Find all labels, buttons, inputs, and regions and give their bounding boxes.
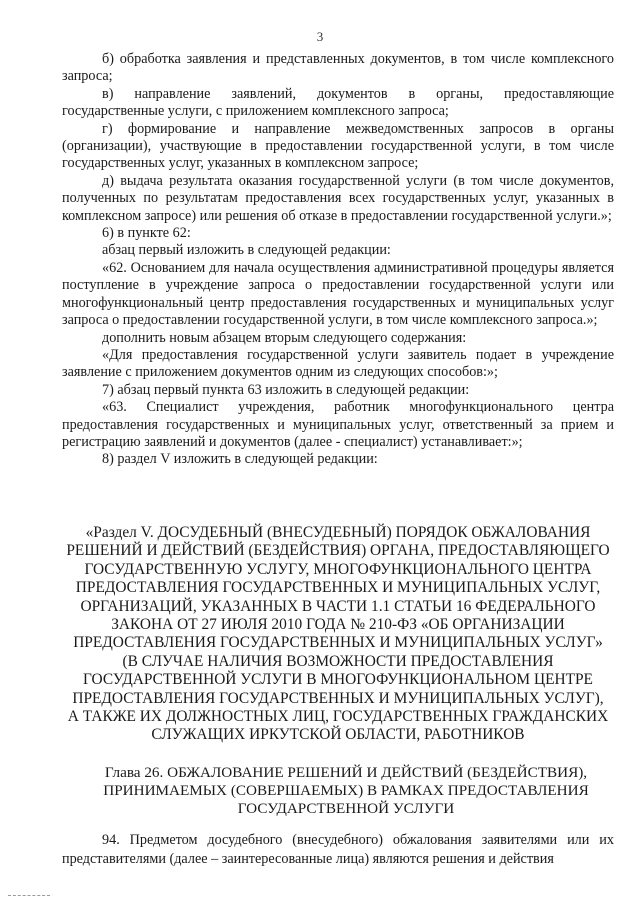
amendment-text <box>62 51 614 469</box>
paragraph-item-d: д) выдача результата оказания государственной услуги (в том числе документов, полученных по результатам предоставления всех государственных услуг, указанных в комплексном запросе) или решения об отказе в предоставлении государственной услуги.»; <box>62 172 614 224</box>
chapter-heading: Глава 26. ОБЖАЛОВАНИЕ РЕШЕНИЙ И ДЕЙСТВИЙ (БЕЗДЕЙСТВИЯ), ПРИНИМАЕМЫХ (СОВЕРШАЕМЫХ) В РАМКАХ ПРЕДОСТАВЛЕНИЯ ГОСУДАРСТВЕННОЙ УСЛУГИ <box>103 764 589 817</box>
paragraph-clause-62: «62. Основанием для начала осуществления административной процедуры является поступление в учреждение запроса о предоставлении государственной услуги или многофункциональный центр предоставления государственных и муниципальных услуг запроса о предоставлении государственной услуги, в том числе комплексного запроса.»; <box>62 259 614 329</box>
paragraph-amendment-8: 8) раздел V изложить в следующей редакции: <box>102 451 378 468</box>
paragraph-item-b: б) обработка заявления и представленных документов, в том числе комплексного запроса; <box>62 51 614 85</box>
section-heading: «Раздел V. ДОСУДЕБНЫЙ (ВНЕСУДЕБНЫЙ) ПОРЯДОК ОБЖАЛОВАНИЯ РЕШЕНИЙ И ДЕЙСТВИЙ (БЕЗДЕЙСТВИЯ) ОРГАНА, ПРЕДОСТАВЛЯЮЩЕГО ГОСУДАРСТВЕННУЮ УСЛУГУ, МНОГОФУНКЦИОНАЛЬНОГО ЦЕНТРА ПРЕДОСТАВЛЕНИЯ ГОСУДАРСТВЕННЫХ И МУНИЦИПАЛЬНЫХ УСЛУГ, ОРГАНИЗАЦИЙ, УКАЗАННЫХ В ЧАСТИ 1.1 СТАТЬИ 16 ФЕДЕРАЛЬНОГО ЗАКОНА ОТ 27 ИЮЛЯ 2010 ГОДА № 210-ФЗ «ОБ ОРГАНИЗАЦИИ ПРЕДОСТАВЛЕНИЯ ГОСУДАРСТВЕННЫХ И МУНИЦИПАЛЬНЫХ УСЛУГ» (В СЛУЧАЕ НАЛИЧИЯ ВОЗМОЖНОСТИ ПРЕДОСТАВЛЕНИЯ ГОСУДАРСТВЕННОЙ УСЛУГИ В МНОГОФУНКЦИОНАЛЬНОМ ЦЕНТРЕ ПРЕДОСТАВЛЕНИЯ ГОСУДАРСТВЕННЫХ И МУНИЦИПАЛЬНЫХ УСЛУГ), А ТАКЖЕ ИХ ДОЛЖНОСТНЫХ ЛИЦ, ГОСУДАРСТВЕННЫХ ГРАЖДАНСКИХ СЛУЖАЩИХ ИРКУТСКОЙ ОБЛАСТИ, РАБОТНИКОВ <box>66 524 610 744</box>
paragraph-first-abzac: абзац первый изложить в следующей редакции: <box>102 242 391 259</box>
paragraph-amendment-7: 7) абзац первый пункта 63 изложить в следующей редакции: <box>102 381 470 398</box>
margin-mark <box>8 895 50 896</box>
paragraph-add-second: дополнить новым абзацем вторым следующего содержания: <box>102 329 467 346</box>
paragraph-item-g: г) формирование и направление межведомственных запросов в органы (организации), участвующие в предоставлении государственной услуги, в том числе государственных услуг, указанных в комплексном запросе; <box>62 120 614 172</box>
paragraph-clause-63: «63. Специалист учреждения, работник многофункционального центра предоставления государственных и муниципальных услуг, ответственный за прием и регистрацию заявлений и документов (далее - специалист) устанавливает:»; <box>62 399 614 450</box>
article-94: 94. Предметом досудебного (внесудебного) обжалования заявителями или их представителями (далее – заинтересованные лица) являются решения и действия <box>62 832 614 867</box>
paragraph-amendment-6: 6) в пункте 62: <box>102 225 191 242</box>
paragraph-submission-methods: «Для предоставления государственной услуги заявитель подает в учреждение заявление с приложением документов одним из следующих способов:»; <box>62 346 614 381</box>
paragraph-item-v: в) направление заявлений, документов в органы, предоставляющие государственные услуги, с приложением комплексного запроса; <box>62 85 614 120</box>
page-number: 3 <box>316 29 324 44</box>
